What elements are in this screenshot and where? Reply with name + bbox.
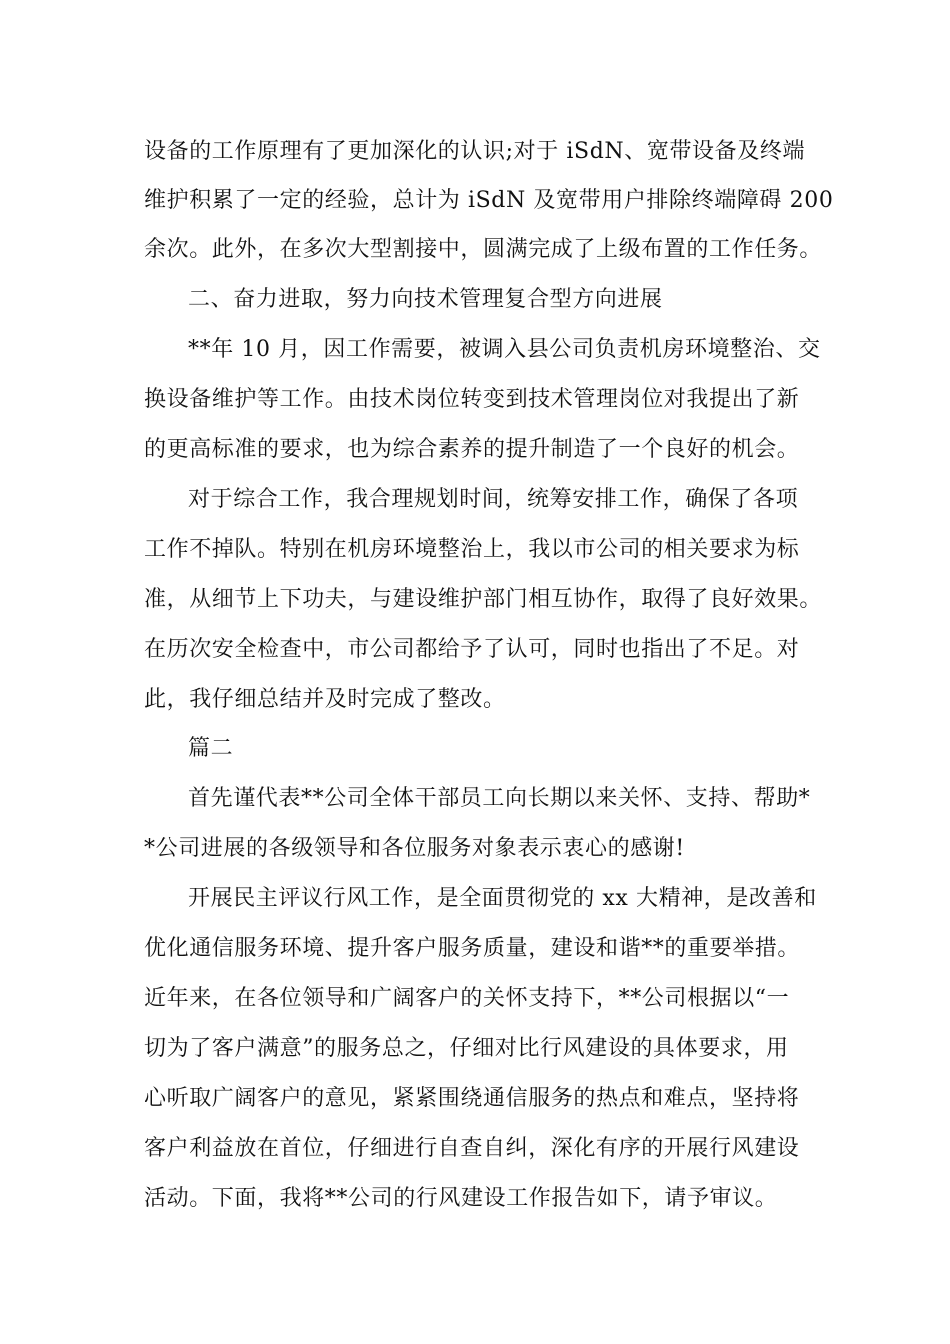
body-text-line: 首先谨代表**公司全体干部员工向长期以来关怀、支持、帮助* [188,786,811,811]
body-text-line: **年 10 月，因工作需要，被调入县公司负责机房环境整治、交 [188,337,821,362]
body-text-line: 活动。下面，我将**公司的行风建设工作报告如下，请予审议。 [144,1186,778,1211]
section-heading: 篇二 [188,736,234,761]
body-text-line: 工作不掉队。特别在机房环境整治上，我以市公司的相关要求为标 [144,537,800,562]
section-heading: 二、奋力进取，努力向技术管理复合型方向进展 [188,287,663,312]
body-text-line: 换设备维护等工作。由技术岗位转变到技术管理岗位对我提出了新 [144,387,800,412]
body-text-line: 设备的工作原理有了更加深化的认识;对于 iSdN、宽带设备及终端 [144,139,806,164]
body-text-line: 对于综合工作，我合理规划时间，统筹安排工作，确保了各项 [188,487,799,512]
body-text-line: 余次。此外，在多次大型割接中，圆满完成了上级布置的工作任务。 [144,237,823,262]
body-text-line: 准，从细节上下功夫，与建设维护部门相互协作，取得了良好效果。 [144,587,823,612]
body-text-line: 客户利益放在首位，仔细进行自查自纠，深化有序的开展行风建设 [144,1136,800,1161]
body-text-line: 近年来，在各位领导和广阔客户的关怀支持下，**公司根据以“一 [144,986,790,1011]
body-text-line: 的更高标准的要求，也为综合素养的提升制造了一个良好的机会。 [144,437,800,462]
body-text-line: 优化通信服务环境、提升客户服务质量，建设和谐**的重要举措。 [144,936,801,961]
body-text-line: 维护积累了一定的经验，总计为 iSdN 及宽带用户排除终端障碍 200 [144,188,834,213]
body-text-line: 在历次安全检查中，市公司都给予了认可，同时也指出了不足。对 [144,637,800,662]
body-text-line: 心听取广阔客户的意见，紧紧围绕通信服务的热点和难点，坚持将 [144,1086,800,1111]
body-text-line: *公司进展的各级领导和各位服务对象表示衷心的感谢! [144,836,685,861]
body-text-line: 此，我仔细总结并及时完成了整改。 [144,687,506,712]
body-text-line: 开展民主评议行风工作，是全面贯彻党的 xx 大精神，是改善和 [188,886,817,911]
body-text-line: 切为了客户满意”的服务总之，仔细对比行风建设的具体要求，用 [144,1036,789,1061]
